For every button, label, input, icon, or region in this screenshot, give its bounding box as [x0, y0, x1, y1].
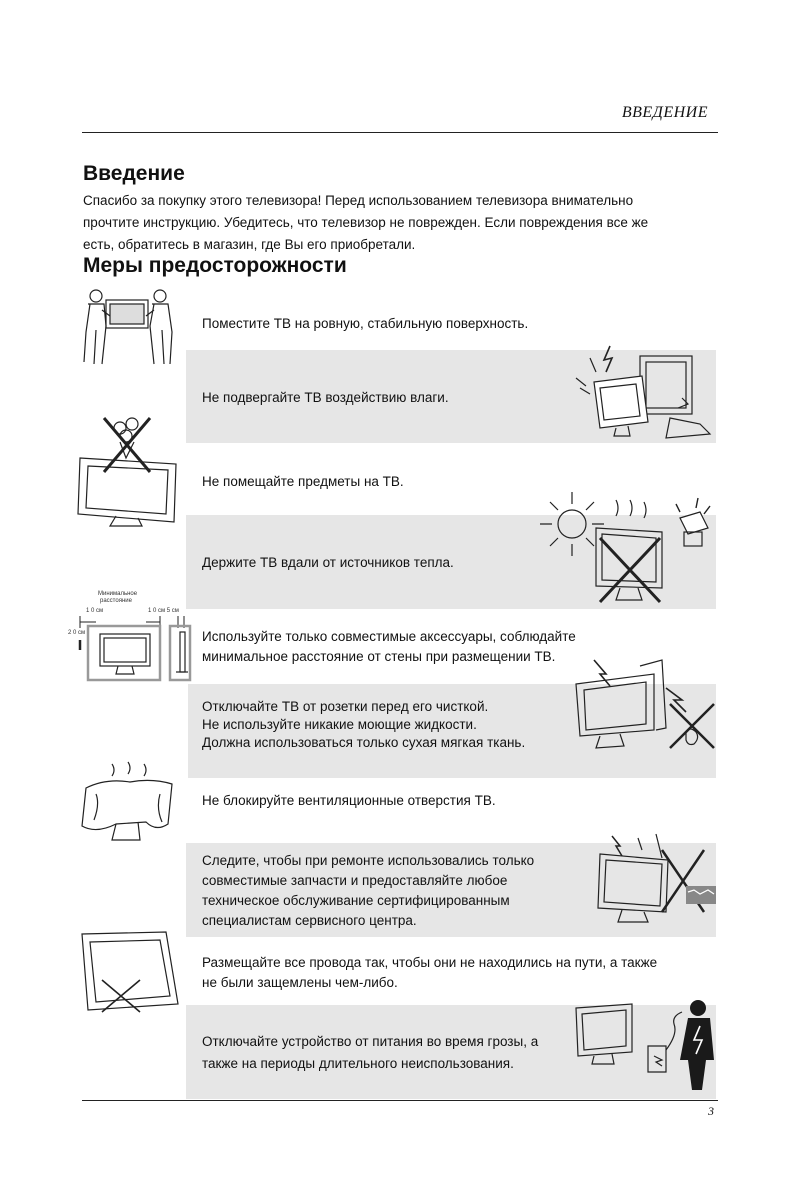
wall-distance-diagram-icon: [66, 586, 196, 686]
svg-text:2 0 см: 2 0 см: [68, 630, 86, 636]
precaution-4: Держите ТВ вдали от источников тепла.: [202, 555, 454, 570]
precaution-3: Не помещайте предметы на ТВ.: [202, 474, 404, 489]
sun-heat-tv-crossed-icon: [540, 488, 716, 608]
precaution-6: Отключайте ТВ от розетки перед его чисткой. Не используйте никакие моющие жидкости. Должна использоваться только сухая мягкая ткань.: [202, 699, 526, 750]
tv-cables-crossed-icon: [78, 928, 182, 1014]
footer-rule: [82, 1100, 718, 1101]
people-carrying-tv-icon: [76, 286, 182, 366]
covered-tv-vents-icon: [76, 764, 182, 846]
precaution-8: Следите, чтобы при ремонте использовались только совместимые запчасти и предоставляйте любое техническое обслуживание сертифицированным специалистам сервисного центра.: [202, 853, 535, 928]
precaution-1: Поместите ТВ на ровную, стабильную поверхность.: [202, 316, 529, 331]
precautions-heading: Меры предосторожности: [83, 254, 347, 277]
svg-text:Минимальное: Минимальное: [98, 591, 138, 597]
precaution-10: Отключайте устройство от питания во время грозы, а также на периоды длительного неиспользования.: [202, 1034, 539, 1071]
water-splash-tv-icon: [570, 338, 716, 442]
svg-text:1 0 см 5 см: 1 0 см 5 см: [148, 608, 179, 614]
precaution-5: Используйте только совместимые аксессуары, соблюдайте минимальное расстояние от стены при размещении ТВ.: [202, 629, 576, 664]
page-number: 3: [708, 1104, 714, 1118]
precaution-7: Не блокируйте вентиляционные отверстия ТВ.: [202, 793, 496, 808]
repair-tv-crossed-icon: [590, 830, 716, 934]
precaution-2: Не подвергайте ТВ воздействию влаги.: [202, 390, 449, 405]
unplug-cleaning-tv-icon: [570, 656, 716, 756]
svg-text:расстояние: расстояние: [100, 598, 132, 604]
precaution-9: Размещайте все провода так, чтобы они не находились на пути, а также не были защемлены чем-либо.: [202, 955, 658, 990]
running-header-title: ВВЕДЕНИЕ: [621, 104, 708, 121]
intro-heading: Введение: [83, 162, 185, 185]
intro-paragraph: Спасибо за покупку этого телевизора! Перед использованием телевизора внимательно прочтите инструкцию. Убедитесь, что телевизор не поврежден. Если повреждения все же есть, обратитесь в магазин, где Вы его приобретали.: [83, 193, 649, 252]
svg-text:1 0 см: 1 0 см: [86, 608, 104, 614]
header-rule: [82, 132, 718, 133]
lightning-unplug-icon: [570, 990, 716, 1094]
object-on-tv-crossed-icon: [76, 410, 182, 528]
